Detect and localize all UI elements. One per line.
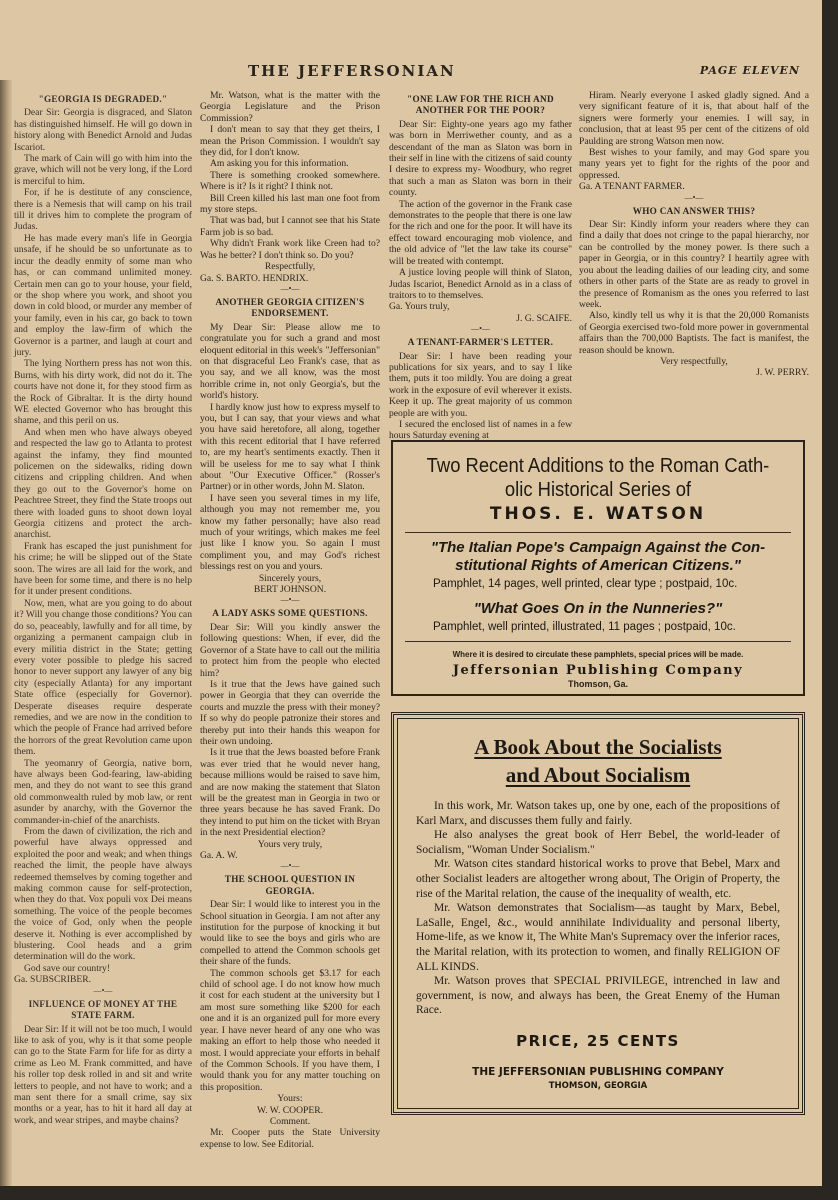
paragraph: Also, kindly tell us why it is that the 20,000 Romanists of Georgia exercised two-fold more power in governmental affairs than the 700,000 Baptists. The fact is manifest, the reason should be known. bbox=[579, 310, 809, 356]
paragraph: Why didn't Frank work like Creen had to? Was he better? I don't think so. Do you? bbox=[200, 238, 380, 261]
paragraph: Mr. Cooper puts the State University expense to low. See Editorial. bbox=[200, 1127, 380, 1150]
article-title: WHO CAN ANSWER THIS? bbox=[632, 205, 756, 216]
ad-city: THOMSON, GEORGIA bbox=[548, 1080, 648, 1091]
signature: J. G. SCAIFE. bbox=[516, 312, 572, 324]
signature: Yours very truly, bbox=[257, 838, 323, 850]
paragraph: Mr. Watson cites standard historical works to prove that Bebel, Marx and other Socialist leaders are altogether wrong about, The Origin of Property, the rise of the Marital relation, the cause of the inequality of wealth, etc. bbox=[416, 858, 780, 900]
separator: —•— bbox=[280, 861, 300, 871]
paragraph: Hiram. Nearly everyone I asked gladly signed. And a very significant feature of it is, that about half of the signers were formerly your enemies. I will say, in conclusion, that at least 95 per cent of the citizens of old Paulding are strong Watson men now. bbox=[579, 90, 809, 147]
paragraph: Is it true that the Jews have gained such power in Georgia that they can override the courts and muzzle the press with their money? If so why do people patronize their stores and thereby put into their hands this weapon for their own undoing. bbox=[200, 678, 380, 747]
column-1 bbox=[14, 90, 192, 1126]
signature: Yours: bbox=[277, 1093, 303, 1105]
pamphlet-title-line: stitutional Rights of American Citizens." bbox=[455, 557, 741, 574]
separator: —•— bbox=[280, 595, 300, 605]
book-advertisement bbox=[391, 712, 805, 1115]
signature: Sincerely yours, bbox=[258, 572, 322, 584]
paragraph: Is it true that the Jews boasted before Frank was ever tried that he would never hang, because millions would be raised to save him, and are now making the statement that Slaton will be the greatest man in Georgia in two or three years because he has saved Frank. Do they intend to put him on the ticket with Bryan in the next Presidential election? bbox=[200, 747, 380, 839]
paragraph: The lying Northern press has not won this. Burns, with his dirty work, did not do it. The courts have not done it, for they stood firm as the Rock of Gibraltar. It is the dirty hound WE elected Governor who has brought this shame, and this peril on us. bbox=[14, 358, 192, 427]
column-3 bbox=[389, 90, 572, 442]
ad-body bbox=[416, 799, 780, 1018]
separator: —•— bbox=[684, 192, 704, 202]
paragraph: I have seen you several times in my life, although you may not remember me, you know my father personally; have also read much of your writings, which makes me feel just like I know you. So again I must compliment you, and may God's richest blessings rest on you and yours. bbox=[200, 492, 380, 573]
signature: J. W. PERRY. bbox=[756, 367, 809, 379]
article-title: A LADY ASKS SOME QUESTIONS. bbox=[212, 608, 368, 619]
paragraph: Mr. Watson proves that SPECIAL PRIVILEGE, intrenched in law and government, is now, and always has been, the Great Enemy of the Human Race. bbox=[416, 975, 780, 1017]
pamphlet-advertisement bbox=[391, 440, 805, 696]
paragraph: A justice loving people will think of Slaton, Judas Iscariot, Benedict Arnold as in a class of traitors to to themselves. bbox=[389, 267, 572, 301]
paragraph: Mr. Watson, what is the matter with the Georgia Legislature and the Prison Commission? bbox=[200, 90, 380, 124]
signature: BERT JOHNSON. bbox=[253, 584, 327, 596]
signature: Comment. bbox=[269, 1115, 311, 1127]
page-number: PAGE ELEVEN bbox=[699, 64, 800, 77]
pamphlet-description: Pamphlet, 14 pages, well printed, clear type ; postpaid, 10c. bbox=[433, 578, 738, 590]
article-title: "ONE LAW FOR THE RICH AND ANOTHER FOR THE POOR? bbox=[407, 94, 554, 116]
masthead: THE JEFFERSONIAN bbox=[248, 62, 456, 80]
paragraph: He has made every man's life in Georgia unsafe, if he should be so unfortunate as to incur the deadly enmity of some man who has, or can command unlimited money. Certain men can go to your house, your field, or the shop where you work, and shoot you down in cold blood, or murder any member of your family, even in his car, go back to town and employ the law-firm of which the Governor is a partner, and laugh at court and jury. bbox=[14, 232, 192, 358]
column-4 bbox=[579, 90, 809, 379]
pamphlet-title: "What Goes On in the Nunneries?" bbox=[473, 600, 723, 617]
paragraph: Now, men, what are you going to do about it? Will you change those conditions? You can do so, peaceably, lawfully and for all time, by organizing a permanent campaign club in every militia district in the State; getting every voter possible to pledge his sacred honor to never support any lawyer of any big city (especially Atlanta) for any important State office (especially for Governor). Desperate diseases require desperate remedies, and we are now in the condition to which the people of France had arrived before the horrors of the great Revolution came upon them. bbox=[14, 597, 192, 758]
paragraph: Dear Sir: Eighty-one years ago my father was born in Merriwether county, and as a descendant of the man as Slaton was born in their self in line with the citizens of said county I desire to express my- Woodbury, who regret that such a man as Slaton was born in their county. bbox=[389, 118, 572, 199]
paragraph: Dear Sir: I would like to interest you in the School situation in Georgia. I am not after any institution for the purpose of knocking it but would like to see the boys and girls who are compelled to attend the Common schools get their share of the funds. bbox=[200, 899, 380, 968]
paragraph: Mr. Watson demonstrates that Socialism—as taught by Marx, Bebel, LaSalle, Engel, &c., would annihilate Individuality and personal liberty, Home-life, as we know it, The White Man's Supremacy over the inferior races, the Marital relation, with its protection to women, and finally RELIGION OF ALL KINDS. bbox=[416, 902, 780, 973]
paragraph: I hardly know just how to express myself to you, but I can say, that your views and what you have said heretofore, all along, together with this recent editorial that I have referred to, are my heart's sentiments exactly. Then it will be useless for me to say what I think about "Our Executive Officer." (Rosser's Partner) or in other words, John M. Slaton. bbox=[200, 401, 380, 493]
ad-headline: A Book About the Socialists bbox=[474, 735, 722, 759]
paragraph: I secured the enclosed list of names in a few hours Saturday evening at bbox=[389, 418, 572, 442]
paragraph: Bill Creen killed his last man one foot from my store steps. bbox=[200, 192, 380, 216]
separator: —•— bbox=[471, 324, 490, 334]
paragraph: The action of the governor in the Frank case demonstrates to the people that there is one law for the rich and one for the poor. It will have its effect toward encouraging mob violence, and the old advice of "let the law take its course" will be treated with contempt. bbox=[389, 198, 572, 267]
paragraph: For, if he is destitute of any conscience, there is a Nemesis that will camp on his trail till it drives him to complete the program of Judas. bbox=[14, 187, 192, 233]
paragraph: In this work, Mr. Watson takes up, one by one, each of the propositions of Karl Marx, and discusses them fully and fairly. bbox=[416, 800, 780, 827]
special-prices-note: Where it is desired to circulate these pamphlets, special prices will be made. bbox=[452, 650, 744, 659]
signature: Ga. Yours truly, bbox=[389, 301, 450, 313]
article-title: ANOTHER GEORGIA CITIZEN'S ENDORSEMENT. bbox=[215, 296, 365, 319]
paragraph: Best wishes to your family, and may God spare you many years yet to fight for the rights of the poor and oppressed. bbox=[579, 147, 809, 181]
article-title: INFLUENCE OF MONEY AT THE STATE FARM. bbox=[28, 998, 178, 1021]
column-2 bbox=[200, 90, 380, 1150]
divider bbox=[405, 532, 791, 533]
signature: W. W. COOPER. bbox=[256, 1104, 324, 1116]
article-title: THE SCHOOL QUESTION IN GEORGIA. bbox=[224, 874, 356, 896]
signature: Very respectfully, bbox=[660, 355, 728, 367]
paragraph: I don't mean to say that they get theirs, I mean the Prison Commission. I wouldn't say they did, for I don't know. bbox=[200, 124, 380, 159]
signature: Ga. A TENANT FARMER. bbox=[579, 181, 685, 193]
book-ad-inner bbox=[397, 718, 799, 1109]
pamphlet-description: Pamphlet, well printed, illustrated, 11 pages ; postpaid, 10c. bbox=[433, 621, 736, 633]
paragraph: Dear Sir: Georgia is disgraced, and Slaton has distinguished himself. He will go down in history along with Benedict Arnold and Judas Iscariot. bbox=[14, 107, 192, 153]
separator: —•— bbox=[93, 985, 113, 995]
ad-publisher: THE JEFFERSONIAN PUBLISHING COMPANY bbox=[472, 1065, 724, 1078]
paragraph: From the dawn of civilization, the rich and powerful have always oppressed and exploited the poor and weak; and when things reached the limit, the people have always redeemed themselves by coming together and making common cause for self-protection, when they do that. Vox populi vox Dei means something. The voice of the people becomes the voice of God, only when the people deserve it. Nothing is ever accomplished by blustering. Cool heads and a grim determination will do the work. bbox=[14, 826, 192, 963]
paragraph: Am asking you for this information. bbox=[210, 158, 349, 170]
paragraph: My Dear Sir: Please allow me to congratulate you for such a grand and most eloquent editorial in this week's "Jeffersonian" on that disgraceful Leo Frank's case, that as you say, and we all know, was the most horrible crime in, not only Georgia's, but the world's history. bbox=[200, 321, 380, 402]
ad-headline: and About Socialism bbox=[505, 763, 691, 787]
ad-publisher: Jeffersonian Publishing Company bbox=[452, 663, 744, 678]
paragraph: And when men who have always obeyed and respected the law go to Atlanta to protest against the infamy, they find mounted policemen on the sidewalks, riding down citizens and crippling children. And when they go out to the Governor's home on Peachtree Street, they find the State troops out there with loaded guns to shoot down loyal Georgia citizens and protect the arch-anarchist. bbox=[14, 426, 192, 541]
article-title: "GEORGIA IS DEGRADED." bbox=[38, 94, 168, 104]
paragraph: Dear Sir: I have been reading your publications for six years, and to say I like them, puts it too mildly. You are doing a great work in the exposure of evil wherever it exists. Keep it up. The great majority of us common people are with you. bbox=[389, 350, 572, 419]
paragraph: The mark of Cain will go with him into the grave, which will not be very long, if the Lord is merciful to him. bbox=[14, 153, 192, 187]
separator: —•— bbox=[280, 283, 300, 293]
signature: Ga. SUBSCRIBER. bbox=[14, 974, 92, 986]
signature: Ga. S. BARTO. HENDRIX. bbox=[200, 272, 309, 284]
ad-headline-line: Two Recent Additions to the Roman Cath- bbox=[426, 455, 770, 477]
paragraph: There is something crooked somewhere. Where is it? Is it right? I think not. bbox=[200, 169, 380, 193]
ad-headline-line: olic Historical Series of bbox=[504, 479, 692, 501]
signature: Respectfully, bbox=[264, 261, 316, 273]
paragraph: Dear Sir: If it will not be too much, I would like to ask of you, why is it that some people can go to the State Farm for life for as dirty a crime as Leo M. Frank committed, and have his roller top desk rolled in and sit and write letters to people, and not have to work; and a man sent there for a small crime, say six months or a year, has to hit it hard all day at work, and wear stripes, and maybe chains? bbox=[14, 1023, 192, 1126]
pamphlet-title-line: "The Italian Pope's Campaign Against the Con- bbox=[430, 539, 766, 556]
signature: Ga. A. W. bbox=[200, 850, 238, 861]
ad-author: THOS. E. WATSON bbox=[489, 504, 707, 524]
page-header bbox=[240, 62, 810, 82]
price: PRICE, 25 CENTS bbox=[516, 1031, 680, 1050]
paragraph: The yeomanry of Georgia, native born, have always been God-fearing, law-abiding men, and they do not want to see this grand old commonwealth ruled by mob law, or rent asunder by anarchy, with the Governor the commander-in-chief of the anarchists. bbox=[14, 757, 192, 826]
paragraph: God save our country! bbox=[24, 962, 111, 974]
binding-gutter bbox=[0, 80, 12, 1186]
article-title: A TENANT-FARMER'S LETTER. bbox=[407, 337, 554, 348]
paragraph: Frank has escaped the just punishment for his crime; he will be slipped out of the State soon. The wires are all laid for the work, and have been for some time, and there is no help for it under present conditions. bbox=[14, 540, 192, 598]
pamphlet-title bbox=[401, 539, 795, 575]
paragraph: Dear Sir: Kindly inform your readers where they can find a daily that does not cringe to the papal hierarchy, nor can be controlled by the money power. Is there such a paper in Georgia, or in this country? I heartily agree with you about the leading dailies of our leading city, and some others in other parts of the State are as ready to grovel in the presence of Romanism as the ones you referred to last week. bbox=[579, 219, 809, 310]
ad-city: Thomson, Ga. bbox=[567, 679, 628, 689]
divider bbox=[405, 641, 791, 642]
paragraph: He also analyses the great book of Herr Bebel, the world-leader of Socialism, "Woman Under Socialism." bbox=[416, 829, 780, 856]
paragraph: Dear Sir: Will you kindly answer the following questions: When, if ever, did the Governor of a State have to call out the militia to protect him from the people who elected him? bbox=[200, 621, 380, 679]
paragraph: That was bad, but I cannot see that his State Farm job is so bad. bbox=[200, 215, 380, 238]
ad-headline bbox=[409, 454, 786, 502]
paragraph: The common schools get $3.17 for each child of school age. I do not know how much it cost for each student at the university but I am most sure something like $200 for each one and it is an organized pull for more every year. I have never heard of any one who was making an effort to help those who needed it most. I would appreciate your efforts in behalf of the Common Schools. If you have them, I would thank you for any matter touching on this proposition. bbox=[200, 967, 380, 1093]
